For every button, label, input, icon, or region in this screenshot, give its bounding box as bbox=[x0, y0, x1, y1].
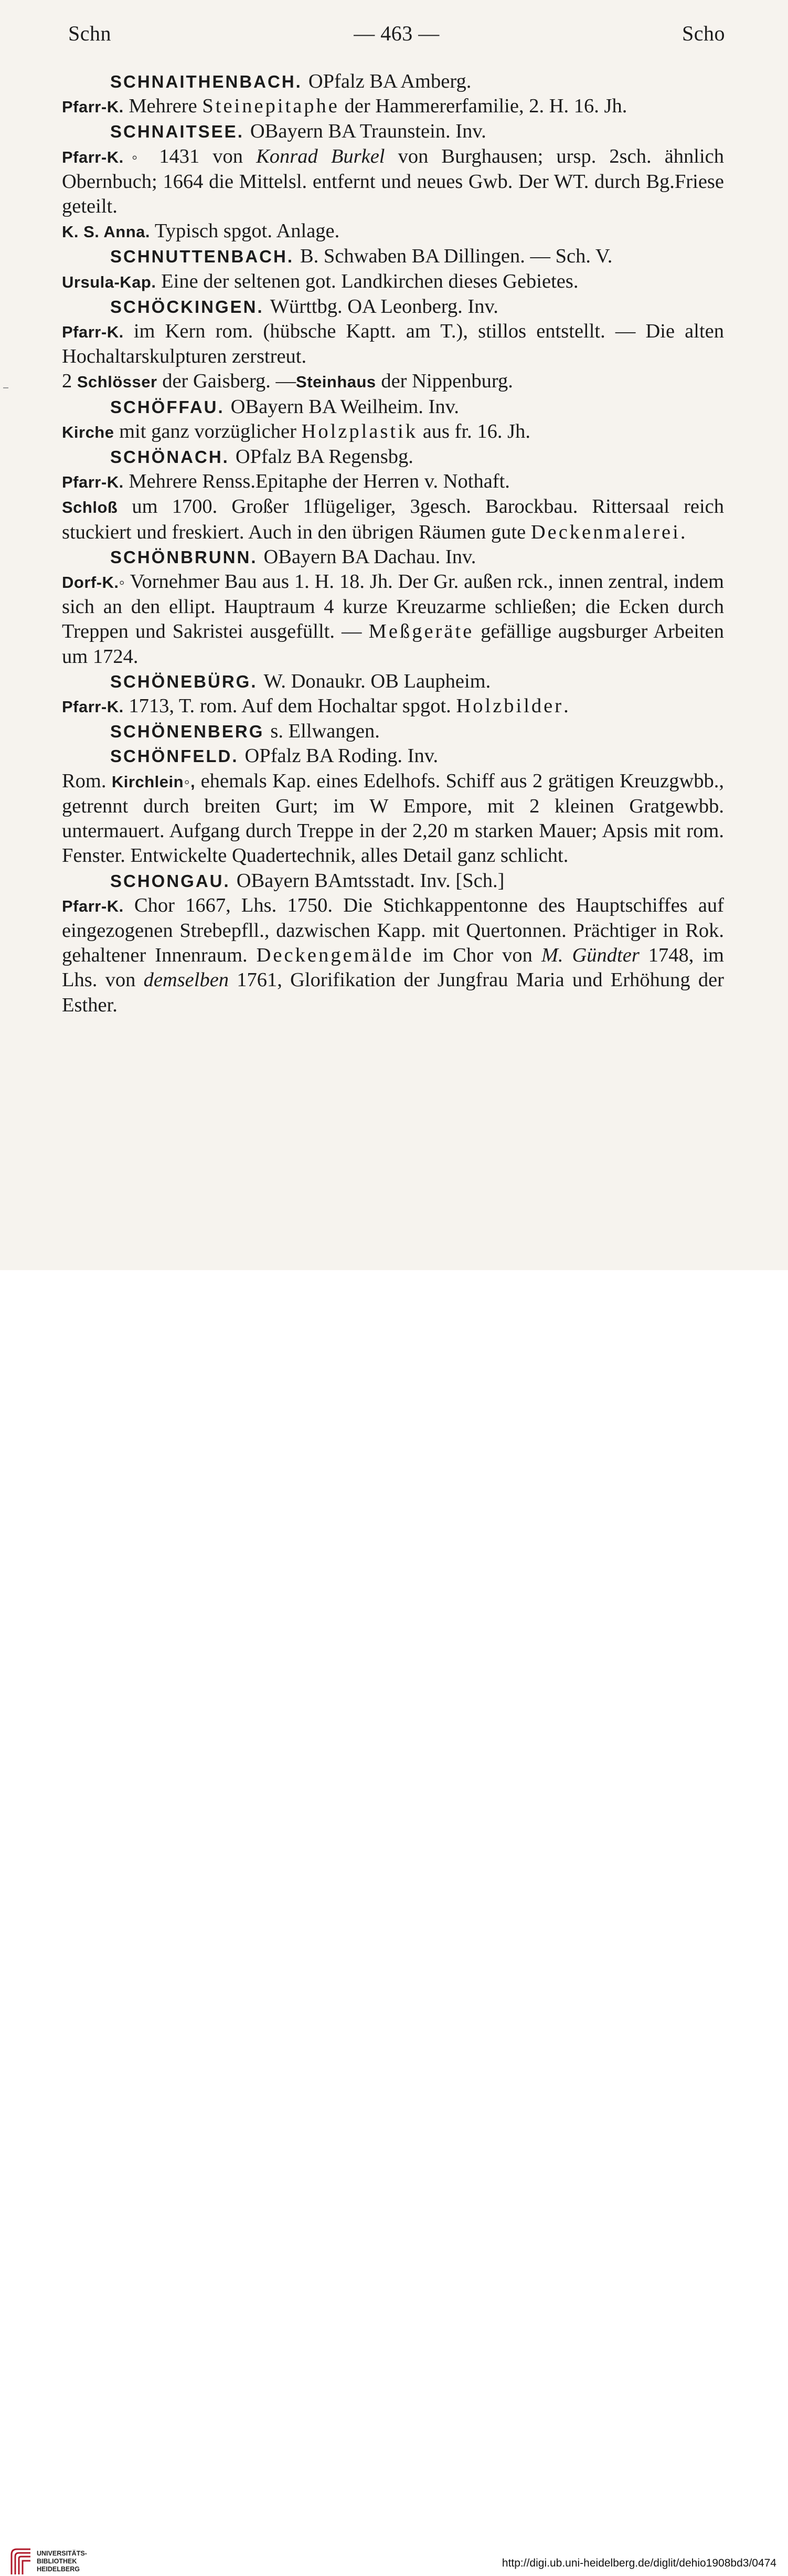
place-region: OPfalz BA Amberg. bbox=[308, 70, 472, 92]
margin-mark bbox=[3, 387, 8, 388]
logo-line: BIBLIOTHEK bbox=[37, 2557, 77, 2565]
keyword: Steinhaus bbox=[296, 373, 376, 392]
paragraph-text: . bbox=[563, 695, 569, 717]
place-name: SCHÖFFAU. bbox=[110, 397, 225, 417]
entry-paragraph bbox=[62, 569, 724, 669]
entry-heading bbox=[62, 869, 724, 893]
paragraph-text: der Nippenburg. bbox=[381, 370, 513, 393]
gazetteer-entry bbox=[62, 244, 724, 294]
paragraph-text: von Burghausen; ursp. 2sch. ähnlich Obernbuch; 1664 die Mittelsl. entfernt und neues Gwb. Der WT. durch Bg.Friese geteilt. bbox=[62, 145, 725, 218]
emphasized-term: Meßgeräte bbox=[368, 620, 474, 643]
entry-paragraph bbox=[62, 94, 724, 119]
place-name: SCHONGAU. bbox=[110, 871, 230, 891]
keyword: Dorf-K.◦ bbox=[62, 573, 125, 592]
entry-heading bbox=[62, 294, 724, 319]
entry-paragraph bbox=[62, 144, 724, 219]
place-name: SCHÖNENBERG bbox=[110, 722, 264, 742]
paragraph-text: mit ganz vorzüglicher bbox=[119, 420, 302, 442]
paragraph-text: . bbox=[680, 521, 686, 543]
entry-heading bbox=[62, 395, 724, 419]
entry-paragraph bbox=[62, 419, 724, 445]
paragraph-text: gefällige augsburger Arbeiten um 1724. bbox=[62, 620, 724, 668]
artist-name: demselben bbox=[143, 969, 229, 991]
gazetteer-entry bbox=[62, 395, 724, 445]
entry-paragraph bbox=[62, 494, 724, 544]
paragraph-text: im Kern rom. (hübsche Kaptt. am T.), stillos entstellt. — Die alten Hochaltarskulpturen zerstreut. bbox=[62, 320, 724, 368]
paragraph-text: um 1700. Großer 1flügeliger, 3gesch. Barockbau. Rittersaal reich stuckiert und freskiert. Auch in den übrigen Räumen gute bbox=[62, 495, 725, 543]
entry-heading bbox=[62, 719, 724, 744]
entry-heading bbox=[62, 545, 724, 569]
entry-paragraph bbox=[62, 369, 724, 394]
entry-heading bbox=[62, 244, 724, 269]
place-name: SCHNAITSEE. bbox=[110, 122, 244, 142]
gazetteer-entry bbox=[62, 545, 724, 669]
entry-paragraph bbox=[62, 269, 724, 294]
place-region: OPfalz BA Roding. Inv. bbox=[244, 745, 439, 767]
paragraph-text: aus fr. 16. Jh. bbox=[418, 420, 531, 442]
keyword: Pfarr-K. bbox=[62, 896, 124, 915]
keyword: K. S. Anna. bbox=[62, 223, 150, 241]
gazetteer-entry bbox=[62, 744, 724, 868]
gazetteer-entry bbox=[62, 719, 724, 744]
place-region: s. Ellwangen. bbox=[270, 720, 380, 743]
entry-paragraph bbox=[62, 769, 724, 869]
paragraph-text: Eine der seltenen got. Landkirchen dieses Gebietes. bbox=[161, 270, 579, 292]
keyword: Ursula-Kap. bbox=[62, 272, 156, 291]
entry-paragraph bbox=[62, 219, 724, 244]
entry-heading bbox=[62, 69, 724, 94]
entry-heading bbox=[62, 669, 724, 694]
paragraph-text: Typisch spgot. Anlage. bbox=[154, 220, 340, 242]
paragraph-text: 1713, T. rom. Auf dem Hochaltar spgot. bbox=[129, 695, 456, 717]
keyword: Pfarr-K.◦ bbox=[62, 147, 146, 166]
emphasized-term: Deckenmalerei bbox=[530, 521, 680, 543]
paragraph-text: Chor 1667, Lhs. 1750. Die Stichkappentonne des Hauptschiffes auf eingezogenen Strebepfll., dazwischen Kapp. mit Quertonnen. Prächtiger in Rok. gehaltener Innenraum. bbox=[62, 894, 725, 967]
paragraph-text: Vornehmer Bau aus 1. H. 18. Jh. Der Gr. außen rck., innen zentral, indem sich an den ellipt. Hauptraum 4 kurze Kreuzarme schließen; die Ecken durch Treppen und Sakristei ausgefüllt. — bbox=[62, 571, 724, 643]
scanned-page bbox=[0, 0, 788, 1270]
place-region: OBayern BA Traunstein. Inv. bbox=[250, 120, 486, 143]
paragraph-text: im Chor von bbox=[413, 944, 541, 967]
emphasized-term: Steinepitaphe bbox=[202, 95, 339, 118]
running-head bbox=[68, 21, 725, 46]
place-name: SCHÖNFELD. bbox=[110, 746, 239, 766]
place-region: OBayern BA Weilheim. Inv. bbox=[230, 395, 459, 418]
paragraph-text: der Gaisberg. — bbox=[162, 370, 296, 393]
paragraph-text: Mehrere bbox=[129, 95, 203, 118]
keyword: Kirchlein◦, bbox=[111, 772, 196, 791]
place-region: Württbg. OA Leonberg. Inv. bbox=[270, 295, 498, 318]
place-name: SCHÖNACH. bbox=[110, 447, 229, 467]
place-region: B. Schwaben BA Dillingen. — Sch. V. bbox=[300, 245, 613, 268]
place-region: OBayern BA Dachau. Inv. bbox=[263, 545, 476, 568]
entry-heading bbox=[62, 445, 724, 469]
emphasized-term: Holzbilder bbox=[456, 695, 564, 717]
footer-bar bbox=[0, 1270, 788, 2573]
entry-heading bbox=[62, 744, 724, 768]
place-name: SCHÖNEBÜRG. bbox=[110, 671, 258, 691]
gazetteer-entry bbox=[62, 869, 724, 1018]
entry-paragraph bbox=[62, 469, 724, 494]
keyword: Schlösser bbox=[77, 373, 157, 392]
page-number: — 463 — bbox=[354, 22, 440, 45]
running-head-left: Schn bbox=[68, 22, 111, 45]
place-region: OPfalz BA Regensbg. bbox=[235, 446, 413, 468]
paragraph-text: ehemals Kap. eines Edelhofs. Schiff aus 2 grätigen Kreuzgwbb., getrennt durch breiten Gurt; im W Empore, mit 2 kleinen Gratgewbb. untermauert. Aufgang durch Treppe in der 2,20 m starken Mauer; Apsis mit rom. Fenster. Entwickelte Quadertechnik, alles Detail ganz schlicht. bbox=[62, 769, 725, 867]
keyword: Pfarr-K. bbox=[62, 323, 124, 342]
emphasized-term: Holzplastik bbox=[301, 420, 418, 442]
library-logo-icon bbox=[9, 2547, 33, 2575]
entry-paragraph bbox=[62, 893, 724, 1018]
lead-text: 2 bbox=[62, 370, 72, 393]
place-region: W. Donaukr. OB Laupheim. bbox=[263, 670, 491, 692]
keyword: Schloß bbox=[62, 498, 118, 517]
keyword: Pfarr-K. bbox=[62, 473, 124, 492]
paragraph-text: Mehrere Renss.Epitaphe der Herren v. Nothaft. bbox=[129, 470, 510, 493]
gazetteer-entry bbox=[62, 445, 724, 545]
place-name: SCHNUTTENBACH. bbox=[110, 247, 294, 267]
library-logo[interactable] bbox=[9, 2547, 93, 2576]
paragraph-text: 1761, Glorifikation der Jungfrau Maria und Erhöhung der Esther. bbox=[62, 969, 724, 1016]
page-body bbox=[62, 69, 724, 1018]
place-name: SCHNAITHENBACH. bbox=[110, 72, 302, 91]
artist-name: M. Gündter bbox=[541, 944, 640, 967]
logo-line: UNIVERSITÄTS- bbox=[37, 2549, 87, 2557]
gazetteer-entry bbox=[62, 669, 724, 719]
emphasized-term: Deckengemälde bbox=[256, 944, 414, 967]
gazetteer-entry bbox=[62, 69, 724, 119]
keyword: Pfarr-K. bbox=[62, 698, 124, 716]
place-name: SCHÖNBRUNN. bbox=[110, 547, 258, 567]
paragraph-text: 1748, im Lhs. von bbox=[62, 944, 724, 991]
artist-name: Konrad Burkel bbox=[256, 145, 385, 167]
library-logo-text bbox=[37, 2550, 87, 2573]
paragraph-text: 1431 von bbox=[159, 145, 257, 167]
gazetteer-entry bbox=[62, 119, 724, 244]
entry-paragraph bbox=[62, 694, 724, 719]
lead-text: Rom. bbox=[62, 769, 107, 792]
entry-heading bbox=[62, 119, 724, 144]
logo-line: HEIDELBERG bbox=[37, 2565, 80, 2573]
keyword: Pfarr-K. bbox=[62, 98, 124, 117]
keyword: Kirche bbox=[62, 423, 114, 441]
place-name: SCHÖCKINGEN. bbox=[110, 297, 264, 316]
entry-paragraph bbox=[62, 319, 724, 369]
place-region: OBayern BAmtsstadt. Inv. [Sch.] bbox=[236, 869, 505, 892]
gazetteer-entry bbox=[62, 294, 724, 395]
running-head-right: Scho bbox=[682, 22, 725, 45]
paragraph-text: der Hammererfamilie, 2. H. 16. Jh. bbox=[339, 95, 627, 118]
source-url-link[interactable]: http://digi.ub.uni-heidelberg.de/diglit/dehio1908bd3/0474 bbox=[502, 2557, 776, 2569]
